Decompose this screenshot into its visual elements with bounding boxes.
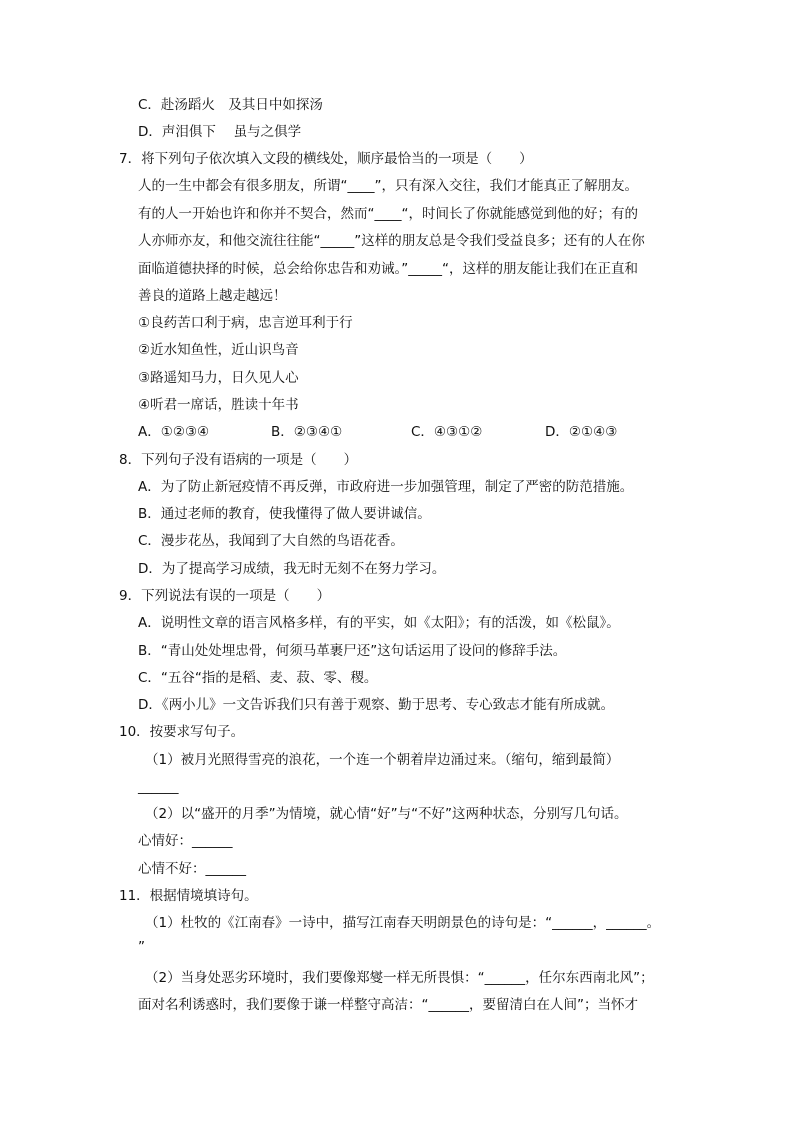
q9-option-d: D．《两小儿》一文告诉我们只有善于观察、勤于思考、专心致志才能有所成就。	[138, 697, 615, 713]
q6-option-d: D．声泪俱下 虽与之俱学	[138, 124, 302, 140]
q11-sub2-line: 面对名利诱惑时，我们要像于谦一样整守高洁：“______，要留清白在人间”；当怀才	[138, 997, 638, 1013]
q7-passage-line: 人亦师亦友，和他交流往往能“_____”这样的朋友总是令我们受益良多；还有的人在你	[138, 233, 645, 249]
q7-item-3: ③路遥知马力，日久见人心	[138, 370, 299, 386]
q9-option-b: B．“青山处处埋忠骨，何须马革裹尸还”这句话运用了设问的修辞手法。	[138, 643, 567, 659]
q10-mood-bad: 心情不好：______	[138, 861, 246, 877]
q10-answer-blank: ______	[138, 779, 179, 795]
q7-passage-line: 有的人一开始也许和你并不契合，然而“____“，时间长了你就能感觉到他的好；有的	[138, 206, 638, 222]
q7-passage-line: 人的一生中都会有很多朋友，所谓“____”，只有深入交往，我们才能真正了解朋友。	[138, 178, 638, 194]
q7-stem: 7．将下列句子依次填入文段的横线处，顺序最恰当的一项是（ ）	[119, 151, 533, 167]
q10-sub2: （2）以“盛开的月季”为情境，就心情“好”与“不好”这两种状态，分别写几句话。	[145, 806, 628, 822]
q8-option-b: B．通过老师的教育，使我懂得了做人要讲诚信。	[138, 506, 431, 522]
q7-option-b: B．②③④①	[271, 424, 343, 440]
q11-sub2-line: （2）当身处恶劣环境时，我们要像郑燮一样无所畏惧：“______，任尔东西南北风”；	[145, 970, 654, 986]
q8-option-c: C．漫步花丛，我闻到了大自然的鸟语花香。	[138, 533, 404, 549]
q10-stem: 10．按要求写句子。	[119, 724, 245, 740]
q7-item-1: ①良药苦口利于病，忠言逆耳利于行	[138, 315, 353, 331]
q6-option-c: C．赴汤蹈火 及其日中如探汤	[138, 97, 323, 113]
q7-item-4: ④听君一席话，胜读十年书	[138, 397, 299, 413]
q7-option-d: D．②①④③	[545, 424, 618, 440]
q9-option-a: A．说明性文章的语言风格多样，有的平实，如《太阳》；有的活泼，如《松鼠》。	[138, 615, 620, 631]
q9-option-c: C．“五谷“指的是稻、麦、菽、零、稷。	[138, 670, 378, 686]
q8-stem: 8．下列句子没有语病的一项是（ ）	[119, 452, 358, 468]
q11-sub1-closing-quote: ”	[138, 939, 145, 955]
q7-item-2: ②近水知鱼性，近山识鸟音	[138, 342, 299, 358]
q7-option-a: A．①②③④	[138, 424, 210, 440]
q7-passage-line: 善良的道路上越走越远！	[138, 288, 287, 304]
q10-mood-good: 心情好：______	[138, 833, 233, 849]
q7-passage-line: 面临道德抉择的时候，总会给你忠告和劝诫。”_____“，这样的朋友能让我们在正直和	[138, 261, 638, 277]
q7-options	[138, 423, 658, 441]
q8-option-a: A．为了防止新冠疫情不再反弹，市政府进一步加强管理，制定了严密的防范措施。	[138, 479, 634, 495]
q10-sub1: （1）被月光照得雪亮的浪花，一个连一个朝着岸边涌过来。（缩句，缩到最简）	[145, 752, 620, 768]
q8-option-d: D．为了提高学习成绩，我无时无刻不在努力学习。	[138, 561, 446, 577]
q11-stem: 11．根据情境填诗句。	[119, 888, 258, 904]
q7-option-c: C．④③①②	[411, 424, 483, 440]
q11-sub1: （1）杜牧的《江南春》一诗中，描写江南春天明朗景色的诗句是：“______，______。	[145, 915, 661, 931]
q9-stem: 9．下列说法有误的一项是（ ）	[119, 588, 331, 604]
